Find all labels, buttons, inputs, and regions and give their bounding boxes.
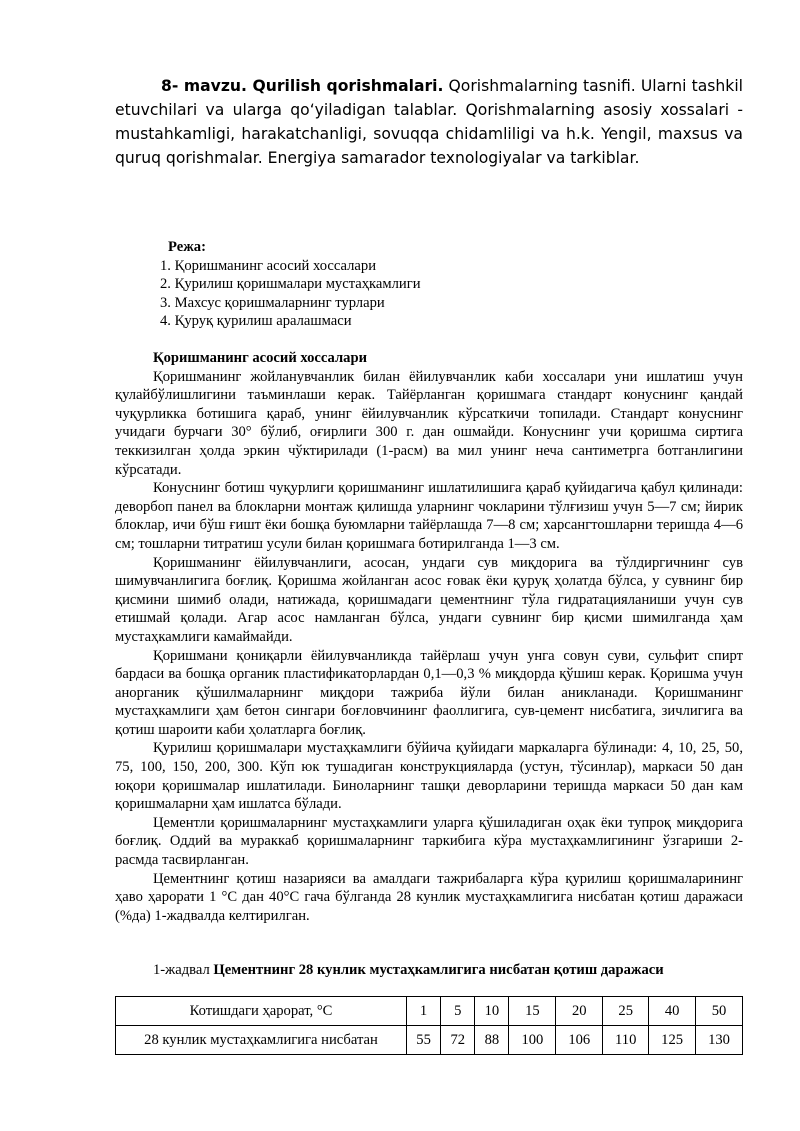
paragraph: Цементнинг қотиш назарияси ва амалдаги тажрибаларга кўра қурилиш қоришмаларининг ҳаво ҳарорати 1 °С дан 40°С гача бўлганда 28 кунлик мустаҳкамлигига нисбатан қотиш даражаси (%да) 1-жадвалда келтирилган. (115, 870, 743, 924)
table-cell: 5 (441, 997, 475, 1026)
table-cell: 15 (509, 997, 556, 1026)
table-cell: 40 (649, 997, 696, 1026)
table-cell: 106 (556, 1026, 603, 1055)
table-cell: 50 (696, 997, 743, 1026)
table-cell: 10 (475, 997, 509, 1026)
table-cell: 1 (407, 997, 441, 1026)
plan-item: 4. Қуруқ қурилиш аралашмаси (160, 313, 352, 330)
table-caption-title: Цементнинг 28 кунлик мустаҳкамлигига нисбатан қотиш даражаси (213, 962, 664, 978)
paragraph: Қурилиш қоришмалари мустаҳкамлиги бўйича қуйидаги маркаларга бўлинади: 4, 10, 25, 50, 75, 100, 150, 200, 300. Кўп юк тушадиган конструкцияларда (устун, тўсинлар), маркаси 50 дан юқори қоришмалар ишлатилади. Бинoларнинг ташқи деворларини теришда маркаси 50 дан кам қоришмаларни ҳам ишлатса бўлади. (115, 740, 743, 813)
paragraph: Цементли қоришмаларнинг мустаҳкамлиги уларга қўшиладиган оҳак ёки тупроқ миқдорига боғлиқ. Оддий ва мураккаб қоришмаларнинг таркибига кўра мустаҳкамлигининг ўзгариши 2-расмда тасвирланган. (115, 814, 743, 869)
table-row (116, 997, 743, 1026)
hardening-table (115, 996, 743, 1055)
topic-description: Qorishmalarning tasnifi. Ularni tashkil etuvchilari va ularga qo‘yiladigan talablar. Qorishmalarning asosiy xossalari - mustahkamligi, harakatchanligi, sovuqqa chidamliligi va h.k. Yengil, maxsus va quruq qorishmalar. Energiya samarador texnologiyalar va tarkiblar. (115, 77, 743, 167)
row-label-temperature: Котишдаги ҳарорат, °С (116, 997, 407, 1026)
table-cell: 125 (649, 1026, 696, 1055)
section-body (115, 349, 743, 925)
plan-list (160, 257, 660, 331)
table-cell: 72 (441, 1026, 475, 1055)
plan-item: 3. Махсус қоришмаларнинг турлари (160, 294, 385, 311)
topic-title: 8- mavzu. Qurilish qorishmalari. (161, 77, 444, 95)
paragraph: Конуснинг ботиш чуқурлиги қоришманинг ишлатилишига қараб қуйидагича қабул қилинади: деворбоп панел ва блокларни монтаж қилишда уларнинг чокларини тўлғизиш учун 5—7 см; йирик блоклар, ичи бўш ғишт ёки бошқа буюмларни тайёрлашда 7—8 см; харсангтошларни теришда 4—6 см; тошларни титратиш усули билан қоришмага ботирилганда 1—3 см. (115, 480, 743, 552)
table-cell: 88 (475, 1026, 509, 1055)
plan-block (160, 238, 660, 331)
table-cell: 130 (696, 1026, 743, 1055)
table-caption (115, 961, 743, 980)
table-row (116, 1026, 743, 1055)
table-cell: 55 (407, 1026, 441, 1055)
table-cell: 25 (603, 997, 649, 1026)
paragraph: Қоришманинг ёйилувчанлиги, асосан, ундаги сув миқдорига ва тўлдиргичнинг сув шимувчанлигига боғлиқ. Қоришма жойланган асос ғовак ёки қуруқ ҳолатда бўлса, у сувнинг бир қисмини шимиб олади, натижада, қоришмадаги цементнинг тўла гидратацияланиши учун сув етишмай қолади. Агар асос намланган бўлса, ундаги сувнинг бир қисми шимилганда ҳам мустаҳкамлиги камаймайди. (115, 554, 743, 645)
section-heading: Қоришманинг асосий хоссалари (153, 350, 367, 366)
plan-title: Режа: (168, 239, 206, 255)
table-cell: 100 (509, 1026, 556, 1055)
plan-item: 2. Қурилиш қоришмалари мустаҳкамлиги (160, 276, 421, 293)
table-cell: 20 (556, 997, 603, 1026)
paragraph: Қоришманинг жойланувчанлик билан ёйилувчанлик каби хоссалари уни ишлатиш учун қулайбўлишлигини таъминлаши керак. Тайёрланган қоришмага стандарт конуснинг қандай чуқурликка ботишига қараб, унинг ёйилувчанлик кўрсаткичи топилади. Стандарт конуснинг учидаги бурчаги 30° бўлиб, оғирлиги 300 г. дан ошмайди. Конуснинг учи қоришма сиртига теккизилган ҳолда эркин чўктирилади (1-расм) ва мил унинг неча сантиметрга ботганлигини кўрсатади. (115, 368, 743, 478)
table-cell: 110 (603, 1026, 649, 1055)
paragraph: Қоришмани қониқарли ёйилувчанликда тайёрлаш учун унга совун суви, сульфит спирт бардаси ва бошқа органик пластификаторлардан 0,1—0,3 % миқдорда қўшиш керак. Қоришма учун анорганик қўшилмаларнинг миқдори тажриба йўли билан аникланади. Қоришманинг мустаҳкамлиги ҳам бетон сингари боғловчининг фаоллигига, сув-цемент нисбатига, зичлигига ва қотиш шароити каби ҳолатларга боғлиқ. (115, 647, 743, 738)
table-caption-prefix: 1-жадвал (153, 962, 214, 978)
row-label-strength-ratio: 28 кунлик мустаҳкамлигига нисбатан (116, 1026, 407, 1055)
plan-item: 1. Қоришманинг асосий хоссалари (160, 257, 377, 274)
topic-paragraph (115, 74, 743, 170)
